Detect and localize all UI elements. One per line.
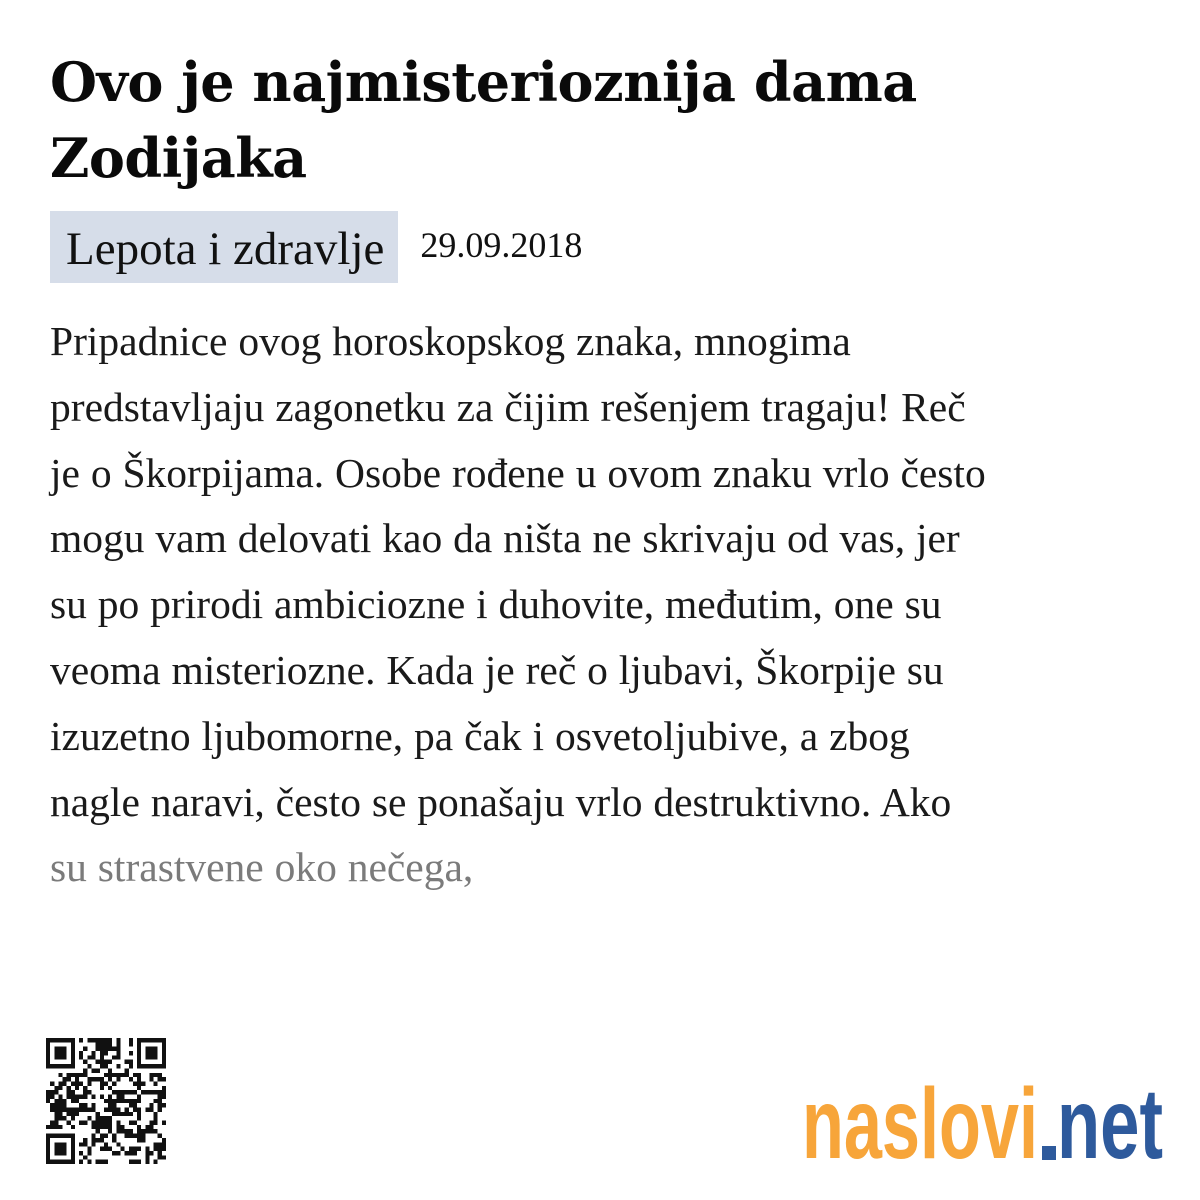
article-excerpt bbox=[50, 309, 1160, 901]
excerpt-line: izuzetno ljubomorne, pa čak i osvetoljubive, a zbog bbox=[50, 712, 910, 759]
excerpt-line: Pripadnice ovog horoskopskog znaka, mnogima bbox=[50, 318, 851, 364]
article-title: Ovo je najmisterioznija dama Zodijaka bbox=[50, 50, 917, 190]
excerpt-line: predstavljaju zagonetku za čijim rešenjem tragaju! Reč bbox=[50, 383, 966, 430]
article-card bbox=[50, 0, 1160, 1200]
excerpt-line: je o Škorpijama. Osobe rođene u ovom znaku vrlo često bbox=[50, 449, 986, 496]
excerpt-faded-line: su strastvene oko nečega, bbox=[50, 844, 474, 891]
logo-text-orange: naslovi bbox=[802, 1068, 1038, 1168]
qr-code-icon[interactable] bbox=[46, 1038, 166, 1164]
publish-date: 29.09.2018 bbox=[420, 225, 583, 265]
excerpt-line: su po prirodi ambiciozne i duhovite, međutim, one su bbox=[50, 581, 942, 628]
excerpt-line: mogu vam delovati kao da ništa ne skrivaju od vas, jer bbox=[50, 515, 960, 562]
excerpt-line: veoma misteriozne. Kada je reč o ljubavi, Škorpije su bbox=[50, 646, 944, 693]
excerpt-line: nagle naravi, često se ponašaju vrlo destruktivno. Ako bbox=[50, 778, 952, 825]
logo-dot bbox=[1042, 1146, 1056, 1160]
category-badge[interactable]: Lepota i zdravlje bbox=[50, 211, 398, 283]
article-meta bbox=[50, 211, 582, 283]
naslovi-net-logo[interactable] bbox=[802, 1058, 1172, 1168]
logo-text-blue: net bbox=[1057, 1068, 1163, 1168]
